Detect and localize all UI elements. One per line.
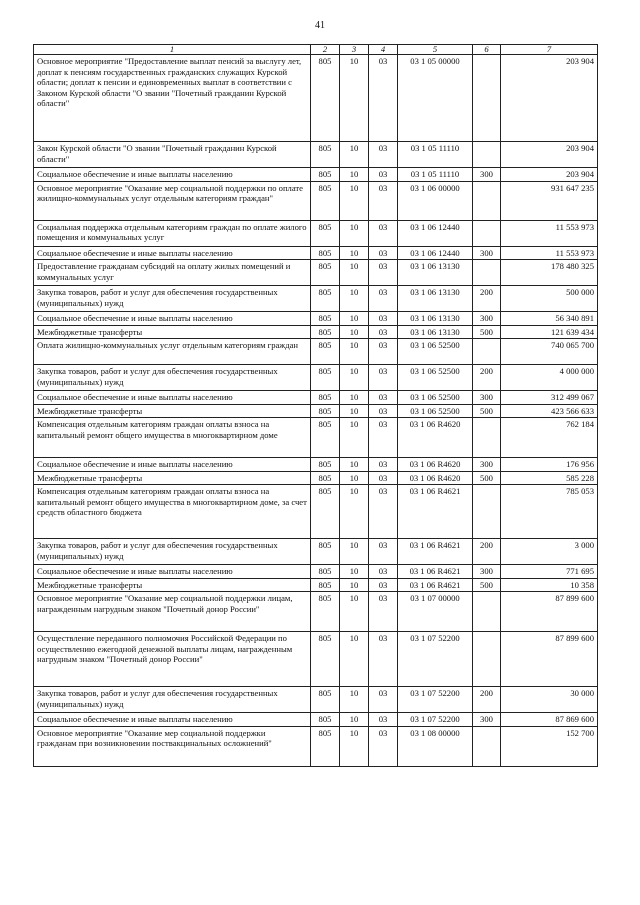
row-amount-cell: 203 904 [501, 168, 598, 182]
row-target-article-cell: 03 1 06 R4621 [398, 539, 473, 565]
row-subsection-cell: 03 [369, 418, 398, 458]
row-description-cell: Основное мероприятие "Оказание мер социальной поддержки по оплате жилищно-коммунальных услуг отдельным категориям граждан" [34, 181, 311, 220]
row-target-article-cell: 03 1 06 R4620 [398, 418, 473, 458]
row-ministry-code-cell: 805 [311, 404, 340, 418]
row-expense-type-cell [473, 181, 501, 220]
row-amount-cell: 87 899 600 [501, 592, 598, 632]
table-row [34, 168, 598, 182]
row-target-article-cell: 03 1 06 13130 [398, 312, 473, 326]
row-expense-type-cell: 500 [473, 404, 501, 418]
header-cell: 7 [501, 45, 598, 55]
row-ministry-code-cell: 805 [311, 471, 340, 485]
row-expense-type-cell: 200 [473, 539, 501, 565]
row-amount-cell: 11 553 973 [501, 246, 598, 260]
row-amount-cell: 931 647 235 [501, 181, 598, 220]
row-expense-type-cell [473, 418, 501, 458]
table-row [34, 181, 598, 220]
row-description-cell: Основное мероприятие "Предоставление выплат пенсий за выслугу лет, доплат к пенсиям государственных гражданских служащих Курской области; доплат к пенсии и единовременных выплат в соответствии с Законом Курской области "О звании "Почетный гражданин Курской области" [34, 55, 311, 142]
row-target-article-cell: 03 1 05 11110 [398, 142, 473, 168]
row-ministry-code-cell: 805 [311, 260, 340, 286]
row-description-cell: Основное мероприятие "Оказание мер социальной поддержки лицам, награжденным нагрудным знаком "Почетный донор России" [34, 592, 311, 632]
row-section-cell: 10 [340, 471, 369, 485]
row-description-cell: Закупка товаров, работ и услуг для обеспечения государственных (муниципальных) нужд [34, 539, 311, 565]
row-amount-cell: 771 695 [501, 565, 598, 579]
row-ministry-code-cell: 805 [311, 726, 340, 766]
row-target-article-cell: 03 1 06 12440 [398, 246, 473, 260]
row-ministry-code-cell: 805 [311, 312, 340, 326]
row-subsection-cell: 03 [369, 485, 398, 539]
row-ministry-code-cell: 805 [311, 325, 340, 339]
row-subsection-cell: 03 [369, 687, 398, 713]
row-section-cell: 10 [340, 578, 369, 592]
row-expense-type-cell [473, 260, 501, 286]
row-ministry-code-cell: 805 [311, 286, 340, 312]
row-subsection-cell: 03 [369, 726, 398, 766]
row-ministry-code-cell: 805 [311, 168, 340, 182]
row-subsection-cell: 03 [369, 592, 398, 632]
row-amount-cell: 121 639 434 [501, 325, 598, 339]
table-row [34, 339, 598, 365]
table-row [34, 391, 598, 405]
row-description-cell: Социальное обеспечение и иные выплаты населению [34, 312, 311, 326]
row-ministry-code-cell: 805 [311, 181, 340, 220]
row-target-article-cell: 03 1 06 52500 [398, 404, 473, 418]
row-subsection-cell: 03 [369, 339, 398, 365]
row-subsection-cell: 03 [369, 458, 398, 472]
row-expense-type-cell: 300 [473, 565, 501, 579]
row-target-article-cell: 03 1 06 12440 [398, 220, 473, 246]
row-subsection-cell: 03 [369, 55, 398, 142]
row-amount-cell: 176 956 [501, 458, 598, 472]
row-amount-cell: 4 000 000 [501, 365, 598, 391]
row-description-cell: Социальное обеспечение и иные выплаты населению [34, 713, 311, 727]
table-row [34, 55, 598, 142]
row-subsection-cell: 03 [369, 404, 398, 418]
row-section-cell: 10 [340, 339, 369, 365]
row-description-cell: Закупка товаров, работ и услуг для обеспечения государственных (муниципальных) нужд [34, 286, 311, 312]
row-ministry-code-cell: 805 [311, 592, 340, 632]
row-target-article-cell: 03 1 06 00000 [398, 181, 473, 220]
row-amount-cell: 203 904 [501, 142, 598, 168]
row-description-cell: Предоставление гражданам субсидий на оплату жилых помещений и коммунальных услуг [34, 260, 311, 286]
row-section-cell: 10 [340, 404, 369, 418]
row-target-article-cell: 03 1 06 13130 [398, 286, 473, 312]
row-expense-type-cell [473, 592, 501, 632]
row-description-cell: Закон Курской области "О звании "Почетный гражданин Курской области" [34, 142, 311, 168]
table-row [34, 726, 598, 766]
row-ministry-code-cell: 805 [311, 365, 340, 391]
row-section-cell: 10 [340, 418, 369, 458]
row-expense-type-cell: 500 [473, 578, 501, 592]
row-target-article-cell: 03 1 08 00000 [398, 726, 473, 766]
row-target-article-cell: 03 1 06 R4621 [398, 485, 473, 539]
row-subsection-cell: 03 [369, 713, 398, 727]
row-description-cell: Оплата жилищно-коммунальных услуг отдельным категориям граждан [34, 339, 311, 365]
table-row [34, 713, 598, 727]
row-subsection-cell: 03 [369, 312, 398, 326]
row-expense-type-cell [473, 220, 501, 246]
row-description-cell: Закупка товаров, работ и услуг для обеспечения государственных (муниципальных) нужд [34, 687, 311, 713]
table-row [34, 458, 598, 472]
row-section-cell: 10 [340, 181, 369, 220]
header-cell: 2 [311, 45, 340, 55]
row-section-cell: 10 [340, 687, 369, 713]
row-amount-cell: 152 700 [501, 726, 598, 766]
row-amount-cell: 3 000 [501, 539, 598, 565]
row-ministry-code-cell: 805 [311, 632, 340, 687]
row-ministry-code-cell: 805 [311, 713, 340, 727]
row-target-article-cell: 03 1 07 52200 [398, 632, 473, 687]
row-target-article-cell: 03 1 06 R4620 [398, 458, 473, 472]
table-row [34, 404, 598, 418]
row-description-cell: Межбюджетные трансферты [34, 404, 311, 418]
row-description-cell: Компенсация отдельным категориям граждан оплаты взноса на капитальный ремонт общего имущества в многоквартирном доме, за счет средств областного бюджета [34, 485, 311, 539]
header-cell: 4 [369, 45, 398, 55]
row-amount-cell: 740 065 700 [501, 339, 598, 365]
row-expense-type-cell: 300 [473, 713, 501, 727]
row-description-cell: Социальная поддержка отдельным категориям граждан по оплате жилого помещения и коммунальных услуг [34, 220, 311, 246]
row-section-cell: 10 [340, 286, 369, 312]
row-section-cell: 10 [340, 565, 369, 579]
row-description-cell: Социальное обеспечение и иные выплаты населению [34, 565, 311, 579]
row-target-article-cell: 03 1 07 00000 [398, 592, 473, 632]
row-subsection-cell: 03 [369, 391, 398, 405]
row-ministry-code-cell: 805 [311, 485, 340, 539]
header-cell: 3 [340, 45, 369, 55]
row-amount-cell: 423 566 633 [501, 404, 598, 418]
row-subsection-cell: 03 [369, 181, 398, 220]
row-expense-type-cell: 300 [473, 246, 501, 260]
row-subsection-cell: 03 [369, 539, 398, 565]
row-target-article-cell: 03 1 06 13130 [398, 325, 473, 339]
row-expense-type-cell: 500 [473, 325, 501, 339]
page-number: 41 [315, 20, 325, 31]
row-amount-cell: 10 358 [501, 578, 598, 592]
row-subsection-cell: 03 [369, 471, 398, 485]
row-expense-type-cell [473, 142, 501, 168]
table-row [34, 260, 598, 286]
header-cell: 5 [398, 45, 473, 55]
row-target-article-cell: 03 1 05 11110 [398, 168, 473, 182]
row-section-cell: 10 [340, 592, 369, 632]
row-amount-cell: 11 553 973 [501, 220, 598, 246]
row-target-article-cell: 03 1 06 R4620 [398, 471, 473, 485]
row-expense-type-cell [473, 55, 501, 142]
row-amount-cell: 30 000 [501, 687, 598, 713]
row-section-cell: 10 [340, 220, 369, 246]
row-amount-cell: 585 228 [501, 471, 598, 485]
row-amount-cell: 762 184 [501, 418, 598, 458]
row-subsection-cell: 03 [369, 578, 398, 592]
row-target-article-cell: 03 1 07 52200 [398, 713, 473, 727]
row-expense-type-cell [473, 339, 501, 365]
row-target-article-cell: 03 1 06 R4621 [398, 578, 473, 592]
table-row [34, 565, 598, 579]
row-expense-type-cell [473, 632, 501, 687]
row-amount-cell: 87 899 600 [501, 632, 598, 687]
row-description-cell: Социальное обеспечение и иные выплаты населению [34, 168, 311, 182]
row-expense-type-cell: 300 [473, 312, 501, 326]
row-amount-cell: 56 340 891 [501, 312, 598, 326]
row-subsection-cell: 03 [369, 365, 398, 391]
row-section-cell: 10 [340, 632, 369, 687]
table-row [34, 592, 598, 632]
row-expense-type-cell: 300 [473, 168, 501, 182]
row-ministry-code-cell: 805 [311, 55, 340, 142]
table-body [34, 55, 598, 767]
table-row [34, 539, 598, 565]
row-target-article-cell: 03 1 06 13130 [398, 260, 473, 286]
header-cell: 6 [473, 45, 501, 55]
row-expense-type-cell: 200 [473, 365, 501, 391]
row-ministry-code-cell: 805 [311, 578, 340, 592]
row-section-cell: 10 [340, 312, 369, 326]
row-amount-cell: 312 499 067 [501, 391, 598, 405]
row-ministry-code-cell: 805 [311, 220, 340, 246]
table-row [34, 632, 598, 687]
row-subsection-cell: 03 [369, 286, 398, 312]
table-header-row [34, 45, 598, 55]
row-description-cell: Межбюджетные трансферты [34, 578, 311, 592]
table-row [34, 471, 598, 485]
row-ministry-code-cell: 805 [311, 339, 340, 365]
row-amount-cell: 500 000 [501, 286, 598, 312]
row-description-cell: Социальное обеспечение и иные выплаты населению [34, 458, 311, 472]
row-expense-type-cell [473, 726, 501, 766]
row-amount-cell: 203 904 [501, 55, 598, 142]
row-description-cell: Компенсация отдельным категориям граждан оплаты взноса на капитальный ремонт общего имущества в многоквартирном доме [34, 418, 311, 458]
table-row [34, 365, 598, 391]
row-section-cell: 10 [340, 539, 369, 565]
row-subsection-cell: 03 [369, 632, 398, 687]
row-section-cell: 10 [340, 142, 369, 168]
budget-table [33, 44, 598, 767]
table-row [34, 286, 598, 312]
row-target-article-cell: 03 1 05 00000 [398, 55, 473, 142]
row-description-cell: Закупка товаров, работ и услуг для обеспечения государственных (муниципальных) нужд [34, 365, 311, 391]
row-section-cell: 10 [340, 246, 369, 260]
row-description-cell: Межбюджетные трансферты [34, 471, 311, 485]
row-section-cell: 10 [340, 391, 369, 405]
row-ministry-code-cell: 805 [311, 539, 340, 565]
row-subsection-cell: 03 [369, 246, 398, 260]
row-section-cell: 10 [340, 726, 369, 766]
row-expense-type-cell: 300 [473, 391, 501, 405]
row-ministry-code-cell: 805 [311, 418, 340, 458]
table-row [34, 325, 598, 339]
row-expense-type-cell: 500 [473, 471, 501, 485]
table-row [34, 687, 598, 713]
row-description-cell: Социальное обеспечение и иные выплаты населению [34, 246, 311, 260]
row-target-article-cell: 03 1 06 52500 [398, 339, 473, 365]
table-row [34, 485, 598, 539]
row-expense-type-cell [473, 485, 501, 539]
row-ministry-code-cell: 805 [311, 687, 340, 713]
row-ministry-code-cell: 805 [311, 565, 340, 579]
row-ministry-code-cell: 805 [311, 391, 340, 405]
row-section-cell: 10 [340, 168, 369, 182]
row-subsection-cell: 03 [369, 142, 398, 168]
row-section-cell: 10 [340, 713, 369, 727]
row-description-cell: Основное мероприятие "Оказание мер социальной поддержки гражданам при возникновении поствакцинальных осложнений" [34, 726, 311, 766]
row-section-cell: 10 [340, 458, 369, 472]
table-row [34, 578, 598, 592]
table-row [34, 418, 598, 458]
table-row [34, 246, 598, 260]
row-target-article-cell: 03 1 06 52500 [398, 391, 473, 405]
row-ministry-code-cell: 805 [311, 246, 340, 260]
row-ministry-code-cell: 805 [311, 458, 340, 472]
table-row [34, 220, 598, 246]
row-target-article-cell: 03 1 07 52200 [398, 687, 473, 713]
row-section-cell: 10 [340, 325, 369, 339]
table-row [34, 142, 598, 168]
row-expense-type-cell: 200 [473, 687, 501, 713]
row-section-cell: 10 [340, 485, 369, 539]
row-expense-type-cell: 300 [473, 458, 501, 472]
row-subsection-cell: 03 [369, 325, 398, 339]
row-section-cell: 10 [340, 365, 369, 391]
header-cell: 1 [34, 45, 311, 55]
row-section-cell: 10 [340, 55, 369, 142]
row-amount-cell: 178 480 325 [501, 260, 598, 286]
row-description-cell: Осуществление переданного полномочия Российской Федерации по осуществлению ежегодной денежной выплаты лицам, награжденным нагрудным знаком "Почетный донор России" [34, 632, 311, 687]
row-ministry-code-cell: 805 [311, 142, 340, 168]
row-description-cell: Межбюджетные трансферты [34, 325, 311, 339]
row-target-article-cell: 03 1 06 R4621 [398, 565, 473, 579]
row-subsection-cell: 03 [369, 565, 398, 579]
row-subsection-cell: 03 [369, 260, 398, 286]
row-description-cell: Социальное обеспечение и иные выплаты населению [34, 391, 311, 405]
row-amount-cell: 785 053 [501, 485, 598, 539]
row-expense-type-cell: 200 [473, 286, 501, 312]
row-subsection-cell: 03 [369, 220, 398, 246]
row-target-article-cell: 03 1 06 52500 [398, 365, 473, 391]
row-section-cell: 10 [340, 260, 369, 286]
row-amount-cell: 87 869 600 [501, 713, 598, 727]
table-row [34, 312, 598, 326]
row-subsection-cell: 03 [369, 168, 398, 182]
